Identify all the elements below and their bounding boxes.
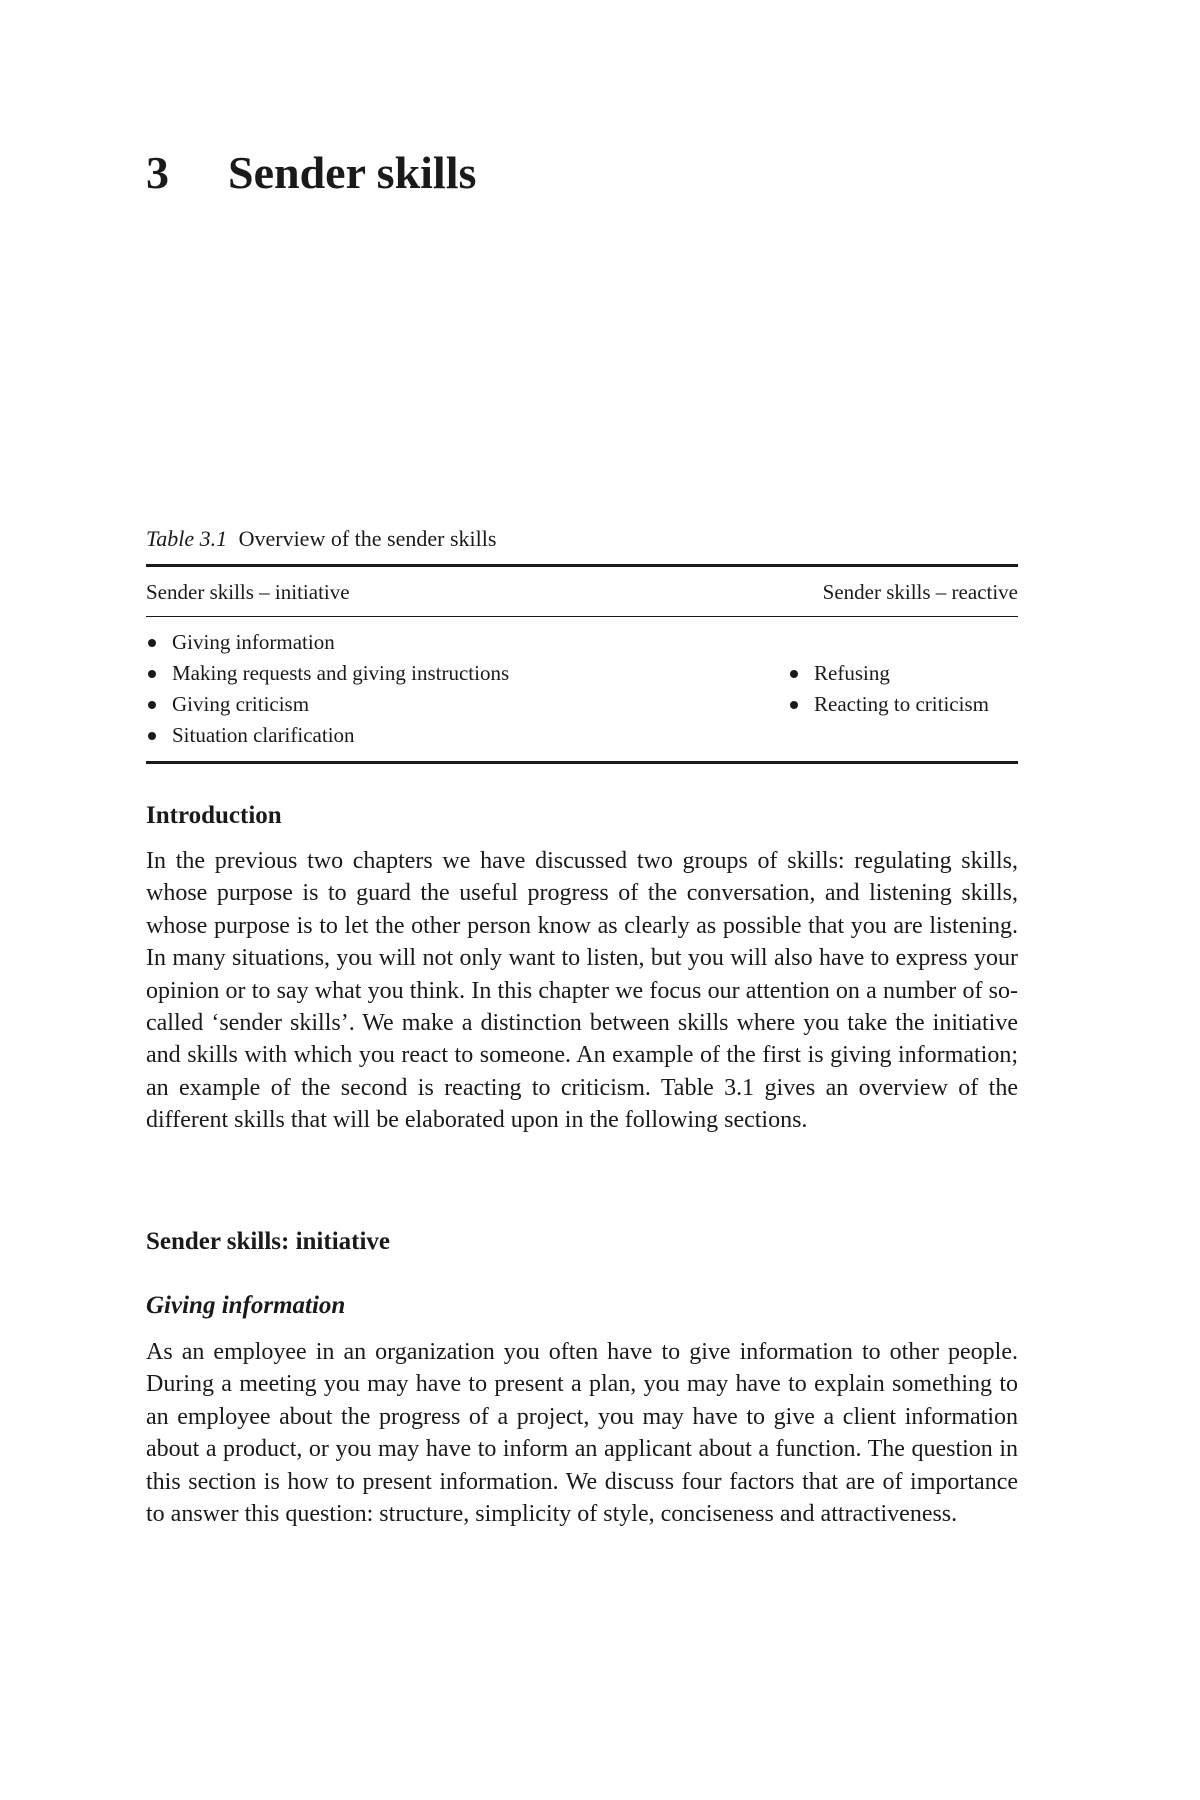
- chapter-title: [146, 147, 477, 198]
- table-body: [146, 617, 1018, 761]
- list-item: Refusing: [788, 658, 1018, 689]
- overview-table: [146, 526, 1018, 764]
- table-header-initiative: Sender skills – initiative: [146, 580, 350, 605]
- table-column-reactive: [788, 627, 1018, 751]
- table-column-initiative: [146, 627, 766, 751]
- giving-information-paragraph: As an employee in an organization you often have to give information to other people. During a meeting you may have to present a plan, you may have to explain something to an employee about the progress of a project, you may have to give a client information about a product, or you may have to inform an applicant about a function. The question in this section is how to present information. We discuss four factors that are of importance to answer this question: structure, simplicity of style, conciseness and attractiveness.: [146, 1339, 1018, 1528]
- list-item: Situation clarification: [146, 720, 766, 751]
- table-header-reactive: Sender skills – reactive: [822, 580, 1018, 605]
- list-item: Giving information: [146, 627, 766, 658]
- table-caption-label: Table 3.1: [146, 526, 228, 551]
- initiative-skill-list: [146, 627, 766, 751]
- introduction-paragraph: In the previous two chapters we have discussed two groups of skills: regulating skills, whose purpose is to guard the useful progress of the conversation, and listening skills, whose purpose is to let the other person know as clearly as possible that you are listening. In many situations, you will not only want to listen, but you will also have to express your opinion or to say what you think. In this chapter we focus our attention on a number of so-called ‘sender skills’. We make a distinction between skills where you take the initiative and skills with which you react to someone. An example of the first is giving information; an example of the second is reacting to criticism. Table 3.1 gives an overview of the different skills that will be elaborated upon in the following sections.: [146, 848, 1018, 1134]
- table-header-row: [146, 567, 1018, 615]
- introduction-heading: Introduction: [146, 802, 282, 829]
- table-caption-text: Overview of the sender skills: [238, 526, 497, 551]
- list-item: Making requests and giving instructions: [146, 658, 766, 689]
- chapter-number: 3: [146, 147, 169, 198]
- list-item: Reacting to criticism: [788, 689, 1018, 720]
- initiative-section-heading: Sender skills: initiative: [146, 1228, 391, 1255]
- giving-information-heading: Giving information: [146, 1292, 346, 1319]
- chapter-title-text: Sender skills: [228, 147, 477, 198]
- table-bottom-rule: [146, 761, 1018, 764]
- table-caption: [146, 526, 1018, 552]
- reactive-skill-list: [788, 658, 1018, 720]
- list-item: Giving criticism: [146, 689, 766, 720]
